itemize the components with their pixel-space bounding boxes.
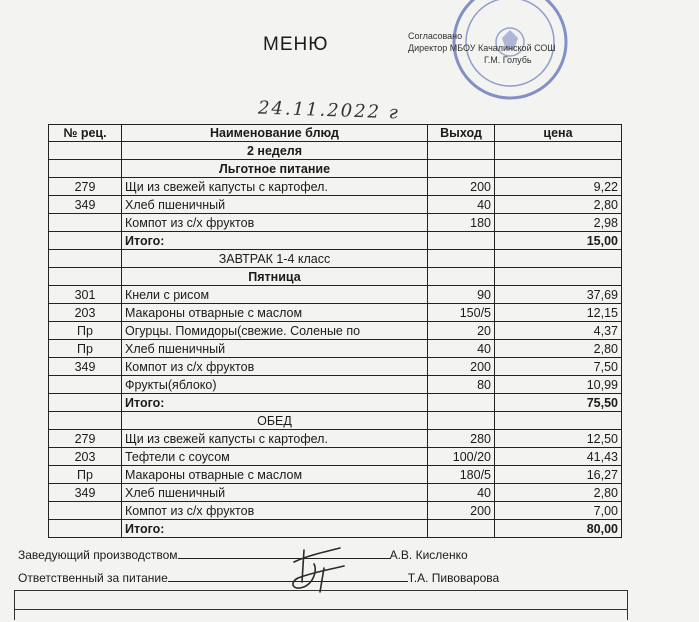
- section-empty: [495, 250, 622, 268]
- section-row: [49, 268, 622, 286]
- section-empty: [49, 250, 122, 268]
- footer-box: [14, 590, 628, 610]
- recipe-code: Пр: [49, 322, 122, 340]
- dish-name: Макароны отварные с маслом: [122, 466, 428, 484]
- dish-name: Компот из с/х фруктов: [122, 214, 428, 232]
- table-row: [49, 448, 622, 466]
- recipe-code: 203: [49, 304, 122, 322]
- footer-box-lower: [14, 608, 628, 620]
- dish-price: 12,15: [495, 304, 622, 322]
- col-name-header: Наименование блюд: [122, 125, 428, 142]
- page-title: МЕНЮ: [263, 34, 329, 55]
- dish-output: 280: [428, 430, 495, 448]
- dish-price: 4,37: [495, 322, 622, 340]
- total-empty: [428, 394, 495, 412]
- col-price-header: цена: [495, 125, 622, 142]
- resp-name: Т.А. Пивоварова: [407, 571, 500, 585]
- table-row: [49, 286, 622, 304]
- section-empty: [428, 268, 495, 286]
- col-output-header: Выход: [428, 125, 495, 142]
- table-row: [49, 340, 622, 358]
- dish-name: Компот из с/х фруктов: [122, 358, 428, 376]
- table-row: [49, 214, 622, 232]
- approved-label: Согласовано: [408, 31, 463, 41]
- dish-price: 2,80: [495, 196, 622, 214]
- dish-price: 2,80: [495, 484, 622, 502]
- dish-output: 40: [428, 196, 495, 214]
- total-empty: [49, 520, 122, 538]
- section-empty: [495, 268, 622, 286]
- recipe-code: 349: [49, 358, 122, 376]
- table-row: [49, 304, 622, 322]
- dish-name: Компот из с/х фруктов: [122, 502, 428, 520]
- dish-output: 90: [428, 286, 495, 304]
- recipe-code: 203: [49, 448, 122, 466]
- section-day: Пятница: [122, 268, 428, 286]
- recipe-code: [49, 502, 122, 520]
- dish-name: Огурцы. Помидоры(свежие. Соленые по: [122, 322, 428, 340]
- dish-price: 12,50: [495, 430, 622, 448]
- week-label: 2 неделя: [122, 142, 428, 160]
- dish-price: 9,22: [495, 178, 622, 196]
- dish-name: Кнели с рисом: [122, 286, 428, 304]
- section-row: [49, 160, 622, 178]
- recipe-code: 349: [49, 484, 122, 502]
- dish-price: 10,99: [495, 376, 622, 394]
- signature-resp: [18, 571, 499, 585]
- dish-price: 7,50: [495, 358, 622, 376]
- recipe-code: 279: [49, 178, 122, 196]
- section-empty: [49, 268, 122, 286]
- col-code-header: № рец.: [49, 125, 122, 142]
- recipe-code: Пр: [49, 466, 122, 484]
- section-lgotnoe: Льготное питание: [122, 160, 428, 178]
- dish-price: 37,69: [495, 286, 622, 304]
- recipe-code: 279: [49, 430, 122, 448]
- dish-output: 40: [428, 484, 495, 502]
- dish-output: 180/5: [428, 466, 495, 484]
- dish-price: 2,80: [495, 340, 622, 358]
- table-row: [49, 196, 622, 214]
- total-value: 75,50: [495, 394, 622, 412]
- recipe-code: [49, 214, 122, 232]
- dish-output: 20: [428, 322, 495, 340]
- dish-name: Фрукты(яблоко): [122, 376, 428, 394]
- total-value: 80,00: [495, 520, 622, 538]
- dish-output: 80: [428, 376, 495, 394]
- total-row: [49, 520, 622, 538]
- section-empty: [428, 250, 495, 268]
- menu-date: 24.11.2022 г: [257, 97, 401, 124]
- dish-output: 180: [428, 214, 495, 232]
- dish-price: 7,00: [495, 502, 622, 520]
- recipe-code: Пр: [49, 340, 122, 358]
- table-row: [49, 358, 622, 376]
- table-row: [49, 322, 622, 340]
- table-header-row: [49, 125, 622, 142]
- dish-name: Хлеб пшеничный: [122, 484, 428, 502]
- dish-name: Хлеб пшеничный: [122, 340, 428, 358]
- signature-head: [18, 548, 468, 562]
- dish-price: 2,98: [495, 214, 622, 232]
- approved-line: Директор МБОУ Качалинской СОШ: [408, 43, 556, 53]
- recipe-code: 301: [49, 286, 122, 304]
- table-row: [49, 484, 622, 502]
- total-empty: [428, 232, 495, 250]
- dish-output: 200: [428, 178, 495, 196]
- approval-block: [408, 30, 556, 66]
- table-row: [49, 178, 622, 196]
- total-row: [49, 394, 622, 412]
- total-row: [49, 232, 622, 250]
- dish-name: Макароны отварные с маслом: [122, 304, 428, 322]
- total-empty: [49, 394, 122, 412]
- total-empty: [428, 520, 495, 538]
- total-label: Итого:: [122, 394, 428, 412]
- total-value: 15,00: [495, 232, 622, 250]
- table-row: [49, 502, 622, 520]
- head-name: А.В. Кисленко: [389, 548, 468, 562]
- dish-name: Тефтели с соусом: [122, 448, 428, 466]
- dish-output: 40: [428, 340, 495, 358]
- total-label: Итого:: [122, 232, 428, 250]
- dish-output: 200: [428, 358, 495, 376]
- dish-price: 41,43: [495, 448, 622, 466]
- section-row: [49, 412, 622, 430]
- dish-name: Хлеб пшеничный: [122, 196, 428, 214]
- section-empty: [428, 412, 495, 430]
- dish-name: Щи из свежей капусты с картофел.: [122, 430, 428, 448]
- head-label: Заведующий производством: [18, 548, 178, 562]
- recipe-code: 349: [49, 196, 122, 214]
- section-obed: ОБЕД: [122, 412, 428, 430]
- total-label: Итого:: [122, 520, 428, 538]
- dish-output: 100/20: [428, 448, 495, 466]
- week-row: [49, 142, 622, 160]
- dish-price: 16,27: [495, 466, 622, 484]
- resp-label: Ответственный за питание: [18, 571, 168, 585]
- dish-output: 150/5: [428, 304, 495, 322]
- recipe-code: [49, 376, 122, 394]
- approved-name: Г.М. Голубь: [484, 55, 532, 65]
- section-empty: [49, 412, 122, 430]
- table-row: [49, 430, 622, 448]
- dish-name: Щи из свежей капусты с картофел.: [122, 178, 428, 196]
- handwritten-signature-icon: [284, 542, 354, 594]
- section-zavtrak: ЗАВТРАК 1-4 класс: [122, 250, 428, 268]
- table-row: [49, 376, 622, 394]
- total-empty: [49, 232, 122, 250]
- dish-output: 200: [428, 502, 495, 520]
- menu-table: [48, 124, 622, 538]
- table-row: [49, 466, 622, 484]
- section-row: [49, 250, 622, 268]
- section-empty: [495, 412, 622, 430]
